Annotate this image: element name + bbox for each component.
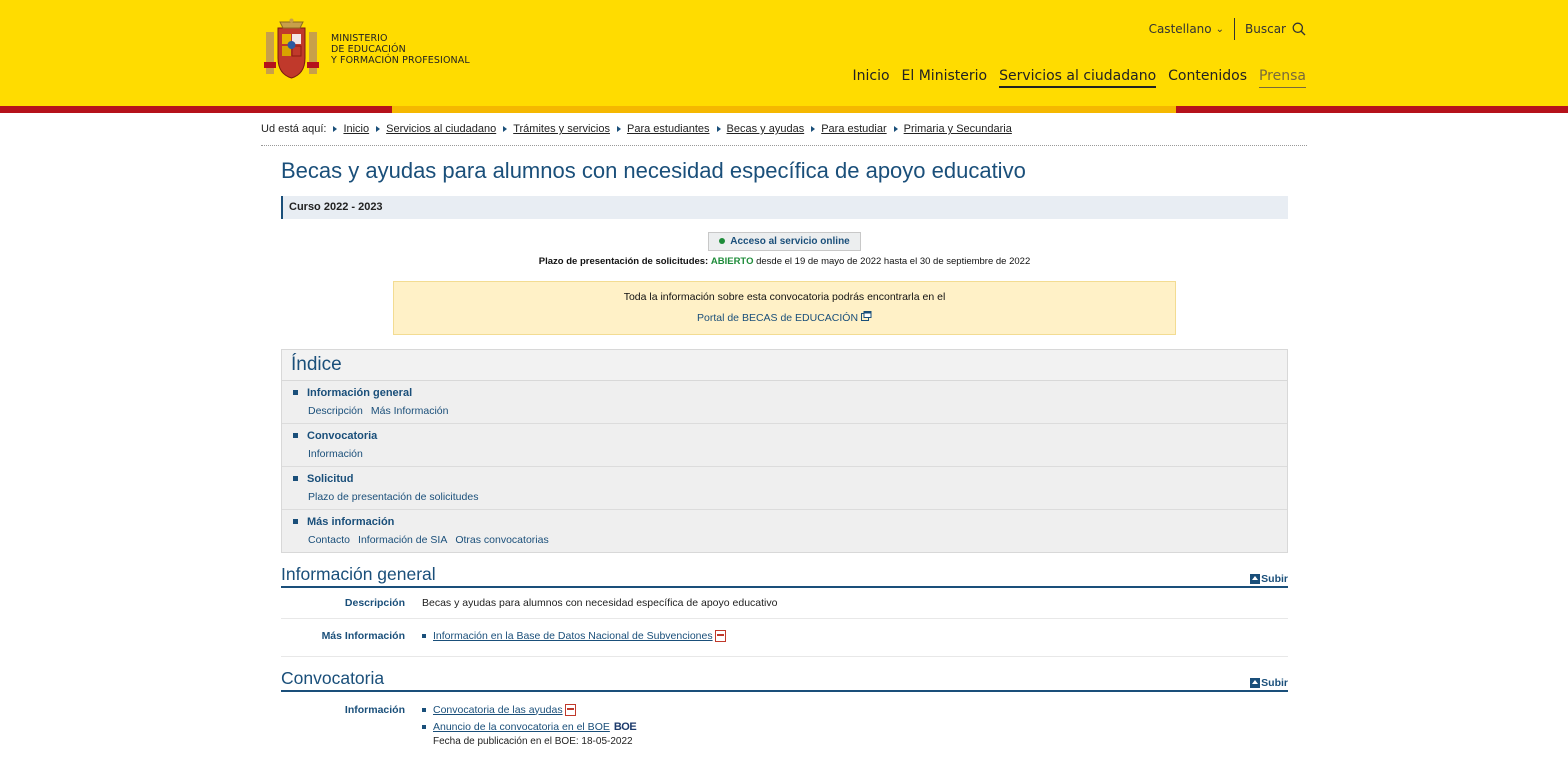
search-icon [1292, 22, 1306, 36]
header-color-bar [0, 106, 1568, 113]
nav-inicio[interactable]: Inicio [852, 68, 890, 84]
index-link[interactable]: Información [308, 447, 363, 460]
bdns-link[interactable]: Información en la Base de Datos Nacional de Subvenciones [433, 629, 713, 642]
header-utilities [1149, 18, 1306, 40]
index-section-title[interactable]: Solicitud [307, 472, 354, 485]
row-label: Descripción [344, 596, 405, 609]
main-content [281, 158, 1288, 756]
nav-el-ministerio[interactable]: El Ministerio [901, 68, 988, 84]
row-value: Becas y ayudas para alumnos con necesidad específica de apoyo educativo [422, 596, 778, 609]
online-access-label: Acceso al servicio online [730, 235, 850, 247]
section-title: Información general [281, 563, 436, 584]
index-title: Índice [282, 350, 1287, 381]
boe-badge-icon: BOE [613, 720, 637, 733]
status-dot-icon [719, 238, 725, 244]
index-section-title[interactable]: Convocatoria [307, 429, 378, 442]
bullet-square-icon [293, 390, 298, 395]
ministry-name-line2: DE EDUCACIÓN [331, 43, 406, 55]
language-selector[interactable] [1149, 18, 1235, 40]
nav-prensa[interactable]: Prensa [1259, 68, 1306, 88]
page-title: Becas y ayudas para alumnos con necesidad específica de apoyo educativo [281, 158, 1026, 183]
breadcrumb-arrow-icon [717, 126, 721, 132]
subir-button[interactable] [1250, 573, 1288, 585]
plazo-label: Plazo de presentación de solicitudes: [538, 255, 709, 267]
boe-announcement-link[interactable]: Anuncio de la convocatoria en el BOE [433, 720, 610, 733]
row-label: Información [344, 703, 405, 716]
bullet-square-icon [422, 725, 426, 729]
becas-portal-link[interactable] [697, 312, 872, 324]
section-header-info-general [281, 565, 1288, 588]
subir-label: Subir [1261, 572, 1288, 585]
breadcrumb-item[interactable]: Inicio [343, 123, 370, 135]
pdf-icon [565, 704, 576, 716]
breadcrumb-item[interactable]: Para estudiantes [626, 123, 710, 135]
bullet-square-icon [422, 634, 426, 638]
search-button[interactable] [1245, 22, 1306, 36]
language-label: Castellano [1148, 22, 1212, 36]
breadcrumb-arrow-icon [503, 126, 507, 132]
breadcrumb [261, 123, 1307, 146]
breadcrumb-arrow-icon [811, 126, 815, 132]
index-link[interactable]: Contacto [308, 533, 351, 546]
arrow-up-icon [1250, 678, 1260, 688]
external-link-icon [861, 311, 872, 321]
index-box [281, 349, 1288, 553]
becas-portal-link-label: Portal de BECAS de EDUCACIÓN [697, 311, 859, 324]
notice-text: Toda la información sobre esta convocatoria podrás encontrarla en el [623, 290, 946, 303]
nav-servicios-al-ciudadano[interactable]: Servicios al ciudadano [999, 68, 1156, 88]
index-link[interactable]: Otras convocatorias [455, 533, 549, 546]
info-row-mas-informacion [281, 619, 1288, 657]
ministry-name-line3: Y FORMACIÓN PROFESIONAL [331, 54, 470, 66]
index-section [282, 467, 1287, 510]
boe-publication-date: Fecha de publicación en el BOE: 18-05-2022 [433, 735, 633, 747]
breadcrumb-item[interactable]: Para estudiar [821, 123, 887, 135]
bullet-square-icon [293, 519, 298, 524]
breadcrumb-item[interactable]: Trámites y servicios [513, 123, 610, 135]
bullet-square-icon [293, 476, 298, 481]
row-label: Más Información [321, 629, 405, 642]
subir-label: Subir [1261, 676, 1288, 689]
coat-of-arms-icon [262, 18, 321, 80]
breadcrumb-arrow-icon [894, 126, 898, 132]
index-section [282, 510, 1287, 552]
ministry-logo[interactable] [262, 18, 470, 80]
breadcrumb-arrow-icon [333, 126, 337, 132]
index-link[interactable]: Más Información [370, 404, 449, 417]
index-section-title[interactable]: Más información [307, 515, 395, 528]
pdf-icon [715, 630, 726, 642]
online-access-button[interactable] [708, 232, 861, 251]
breadcrumb-arrow-icon [376, 126, 380, 132]
ministry-name-line1: MINISTERIO [331, 32, 388, 44]
plazo-dates: desde el 19 de mayo de 2022 hasta el 30 de septiembre de 2022 [756, 255, 1031, 267]
index-section-title[interactable]: Información general [307, 386, 413, 399]
ministry-name [331, 33, 470, 66]
site-header [0, 0, 1568, 106]
info-row-descripcion [281, 588, 1288, 619]
index-section [282, 381, 1287, 424]
chevron-down-icon: ⌄ [1215, 23, 1225, 35]
arrow-up-icon [1250, 574, 1260, 584]
breadcrumb-item[interactable]: Becas y ayudas [726, 123, 805, 135]
breadcrumb-arrow-icon [617, 126, 621, 132]
notice-box [393, 281, 1176, 335]
info-row-convocatoria [281, 692, 1288, 756]
main-nav [853, 68, 1307, 88]
curso-label: Curso 2022 - 2023 [281, 196, 1288, 219]
plazo-status: ABIERTO [710, 255, 754, 267]
section-title: Convocatoria [281, 667, 385, 688]
search-label: Buscar [1245, 22, 1286, 36]
convocatoria-link[interactable]: Convocatoria de las ayudas [433, 703, 563, 716]
index-link[interactable]: Plazo de presentación de solicitudes [308, 490, 479, 503]
plazo-line [281, 256, 1288, 267]
subir-button[interactable] [1250, 677, 1288, 689]
nav-contenidos[interactable]: Contenidos [1168, 68, 1247, 84]
breadcrumb-prefix: Ud está aquí: [261, 123, 327, 135]
index-section [282, 424, 1287, 467]
index-link[interactable]: Información de SIA [358, 533, 448, 546]
access-wrap [281, 231, 1288, 251]
bullet-square-icon [293, 433, 298, 438]
breadcrumb-item[interactable]: Primaria y Secundaria [903, 123, 1012, 135]
section-header-convocatoria [281, 669, 1288, 692]
index-link[interactable]: Descripción [308, 404, 363, 417]
breadcrumb-item[interactable]: Servicios al ciudadano [386, 123, 497, 135]
bullet-square-icon [422, 708, 426, 712]
